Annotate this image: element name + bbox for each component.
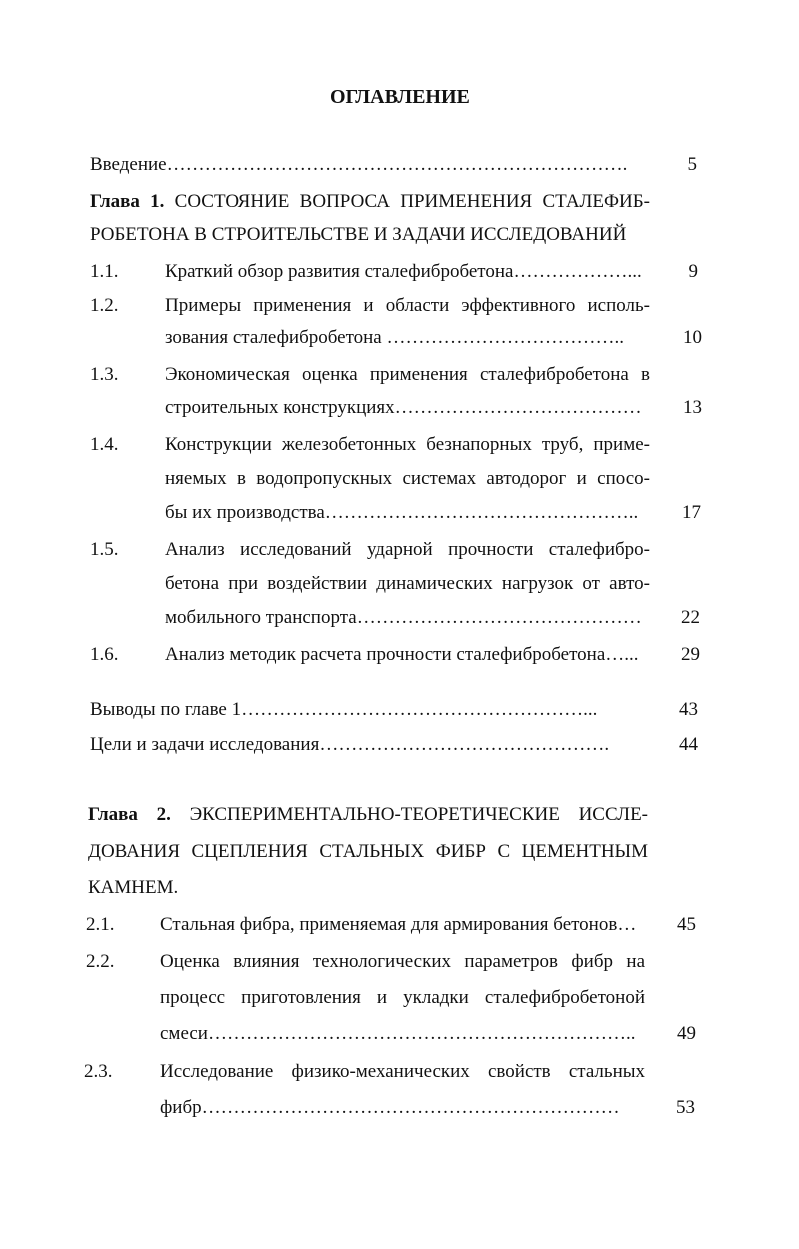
toc-goals-label[interactable]: Цели и задачи исследования………………………………………. bbox=[90, 734, 610, 755]
section-2-2-title-line3[interactable]: смеси………………………………………………………….. bbox=[160, 1023, 636, 1044]
section-1-5-page: 22 bbox=[681, 607, 700, 628]
section-1-3-title-line1[interactable]: Экономическая оценка применения сталефибробетона в bbox=[165, 364, 650, 385]
section-1-5-title-line1[interactable]: Анализ исследований ударной прочности сталефибро- bbox=[165, 539, 650, 560]
toc-goals-page: 44 bbox=[679, 734, 698, 755]
chapter2-prefix: Глава 2. bbox=[88, 804, 171, 825]
section-1-4-title-line1[interactable]: Конструкции железобетонных безнапорных труб, приме- bbox=[165, 434, 650, 455]
section-2-2-number: 2.2. bbox=[86, 951, 115, 972]
section-1-4-page: 17 bbox=[682, 502, 701, 523]
chapter2-heading-line2[interactable]: ДОВАНИЯ СЦЕПЛЕНИЯ СТАЛЬНЫХ ФИБР С ЦЕМЕНТНЫМ bbox=[88, 841, 648, 862]
section-2-3-number: 2.3. bbox=[84, 1061, 113, 1082]
section-1-3-number: 1.3. bbox=[90, 364, 119, 385]
section-1-1-title[interactable]: Краткий обзор развития сталефибробетона………………... bbox=[165, 261, 642, 282]
chapter2-heading-line3[interactable]: КАМНЕМ. bbox=[88, 877, 179, 898]
section-1-2-title-line2[interactable]: зования сталефибробетона ……………………………….. bbox=[165, 327, 624, 348]
chapter2-heading-line1[interactable] bbox=[88, 803, 648, 827]
section-1-3-title-line2[interactable]: строительных конструкциях………………………………… bbox=[165, 397, 642, 418]
toc-intro-label[interactable]: Введение………………………………………………………………. bbox=[90, 154, 628, 175]
section-1-6-page: 29 bbox=[681, 644, 700, 665]
section-1-5-number: 1.5. bbox=[90, 539, 119, 560]
toc-intro-page: 5 bbox=[687, 154, 697, 175]
section-2-2-title-line1[interactable]: Оценка влияния технологических параметров фибр на bbox=[160, 951, 645, 972]
section-2-3-title-line1[interactable]: Исследование физико-механических свойств стальных bbox=[160, 1061, 645, 1082]
section-1-4-title-line3[interactable]: бы их производства………………………………………….. bbox=[165, 502, 639, 523]
toc-conclusions-label[interactable]: Выводы по главе 1………………………………………………... bbox=[90, 699, 598, 720]
section-1-4-title-line2[interactable]: няемых в водопропускных системах автодорог и спосо- bbox=[165, 468, 650, 489]
section-1-2-page: 10 bbox=[683, 327, 702, 348]
chapter1-heading-text1: СОСТОЯНИЕ ВОПРОСА ПРИМЕНЕНИЯ СТАЛЕФИБ- bbox=[174, 191, 651, 212]
section-1-6-title[interactable]: Анализ методик расчета прочности сталефибробетона…... bbox=[165, 644, 639, 665]
chapter1-prefix: Глава 1. bbox=[90, 191, 165, 212]
section-2-1-number: 2.1. bbox=[86, 914, 115, 935]
section-1-1-page: 9 bbox=[688, 261, 698, 282]
section-2-3-title-line2[interactable]: фибр………………………………………………………… bbox=[160, 1097, 620, 1118]
section-1-5-title-line2[interactable]: бетона при воздействии динамических нагрузок от авто- bbox=[165, 573, 650, 594]
chapter2-heading-text1: ЭКСПЕРИМЕНТАЛЬНО-ТЕОРЕТИЧЕСКИЕ ИССЛЕ- bbox=[189, 804, 648, 825]
section-1-2-title-line1[interactable]: Примеры применения и области эффективного исполь- bbox=[165, 295, 650, 316]
section-1-4-number: 1.4. bbox=[90, 434, 119, 455]
section-1-6-number: 1.6. bbox=[90, 644, 119, 665]
chapter1-heading-line1[interactable] bbox=[90, 190, 650, 214]
section-2-2-page: 49 bbox=[677, 1023, 696, 1044]
section-2-3-page: 53 bbox=[676, 1097, 695, 1118]
section-1-2-number: 1.2. bbox=[90, 295, 119, 316]
section-2-2-title-line2[interactable]: процесс приготовления и укладки сталефибробетоной bbox=[160, 987, 645, 1008]
section-2-1-title[interactable]: Стальная фибра, применяемая для армирования бетонов… bbox=[160, 914, 637, 935]
section-1-1-number: 1.1. bbox=[90, 261, 119, 282]
toc-conclusions-page: 43 bbox=[679, 699, 698, 720]
section-2-1-page: 45 bbox=[677, 914, 696, 935]
chapter1-heading-line2[interactable]: РОБЕТОНА В СТРОИТЕЛЬСТВЕ И ЗАДАЧИ ИССЛЕДОВАНИЙ bbox=[90, 224, 627, 245]
section-1-5-title-line3[interactable]: мобильного транспорта……………………………………… bbox=[165, 607, 642, 628]
page-title: ОГЛАВЛЕНИЕ bbox=[330, 86, 470, 108]
section-1-3-page: 13 bbox=[683, 397, 702, 418]
